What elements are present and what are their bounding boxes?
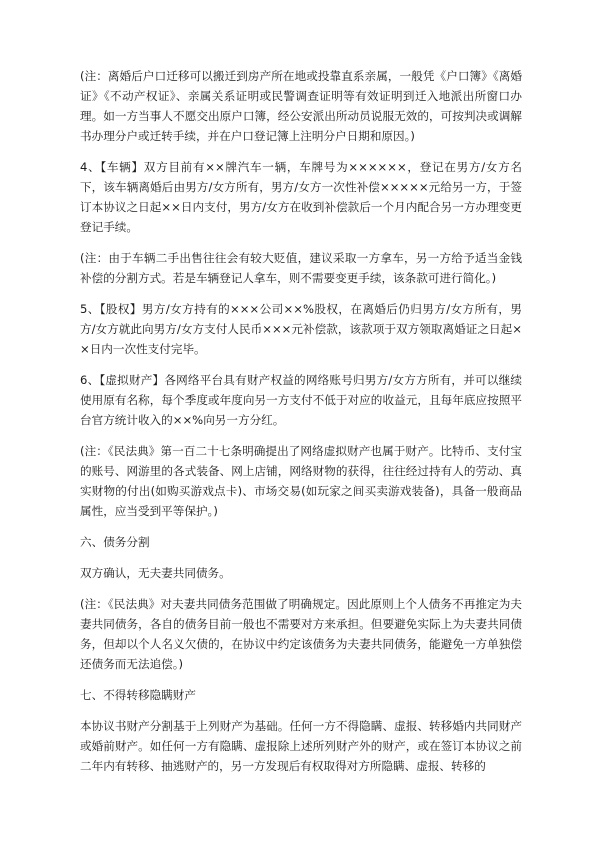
- clause-no-joint-debt: 双方确认，无夫妻共同债务。: [80, 566, 231, 580]
- clause-equity: 5、【股权】男方/女方持有的×××公司××%股权，在离婚后仍归男方/女方所有，男方/女方就此向男方/女方支付人民币×××元补偿款，该款项于双方领取离婚证之日起××日内一次性支付完毕。: [80, 302, 522, 356]
- clause-virtual-property: 6、【虚拟财产】各网络平台具有财产权益的网络账号归男方/女方方所有，并可以继续使用原有名称，每个季度或年度向另一方支付不低于对应的收益元，且每年底应按照平台官方统计收入的××%向另一方分红。: [80, 373, 522, 427]
- section-heading-debt-division: 六、债务分割: [80, 535, 150, 549]
- note-joint-debt: (注：《民法典》对夫妻共同债务范围做了明确规定。因此原则上个人债务不再推定为夫妻共同债务，各自的债务目前一般也不需要对方来承担。但要避免实际上为夫妻共同债务，但却以个人名义欠债的，在协议中约定该债务为夫妻共同债务，能避免一方单独偿还债务而无法追偿。): [80, 597, 522, 671]
- note-household-registration: (注：离婚后户口迁移可以搬迁到房产所在地或投靠直系亲属，一般凭《户口簿》《离婚证》《不动产权证》、亲属关系证明或民警调查证明等有效证明到迁入地派出所窗口办理。如一方当事人不愿交出原户口簿，经公安派出所动员说服无效的，可按判决或调解书办理分户或迁转手续，并在户口登记簿上注明分户日期和原因。): [80, 69, 522, 143]
- clause-vehicle: 4、【车辆】双方目前有××牌汽车一辆，车牌号为××××××，登记在男方/女方名下，该车辆离婚后由男方/女方所有，男方/女方一次性补偿×××××元给另一方，于签订本协议之日起××日内支付，男方/女方在收到补偿款后一个月内配合另一方办理变更登记手续。: [80, 160, 522, 234]
- document-body: [80, 66, 522, 787]
- clause-no-concealment: 本协议书财产分割基于上列财产为基础。任何一方不得隐瞒、虚报、转移婚内共同财产或婚前财产。如任何一方有隐瞒、虚报除上述所列财产外的财产，或在签订本协议之前二年内有转移、抽逃财产的，另一方发现后有权取得对方所隐瞒、虚报、转移的: [80, 719, 522, 773]
- note-vehicle: (注：由于车辆二手出售往往会有较大贬值，建议采取一方拿车，另一方给予适当金钱补偿的分割方式。若是车辆登记人拿车，则不需要变更手续，该条款可进行简化。): [80, 251, 522, 285]
- note-virtual-property: (注：《民法典》第一百二十七条明确提出了网络虚拟财产也属于财产。比特币、支付宝的账号、网游里的各式装备、网上店铺，网络财物的获得，往往经过持有人的劳动、真实财物的付出(如购买游戏点卡)、市场交易(如玩家之间买卖游戏装备)，具备一般商品属性，应当受到平等保护。): [80, 444, 522, 518]
- section-heading-no-concealment: 七、不得转移隐瞒财产: [80, 688, 196, 702]
